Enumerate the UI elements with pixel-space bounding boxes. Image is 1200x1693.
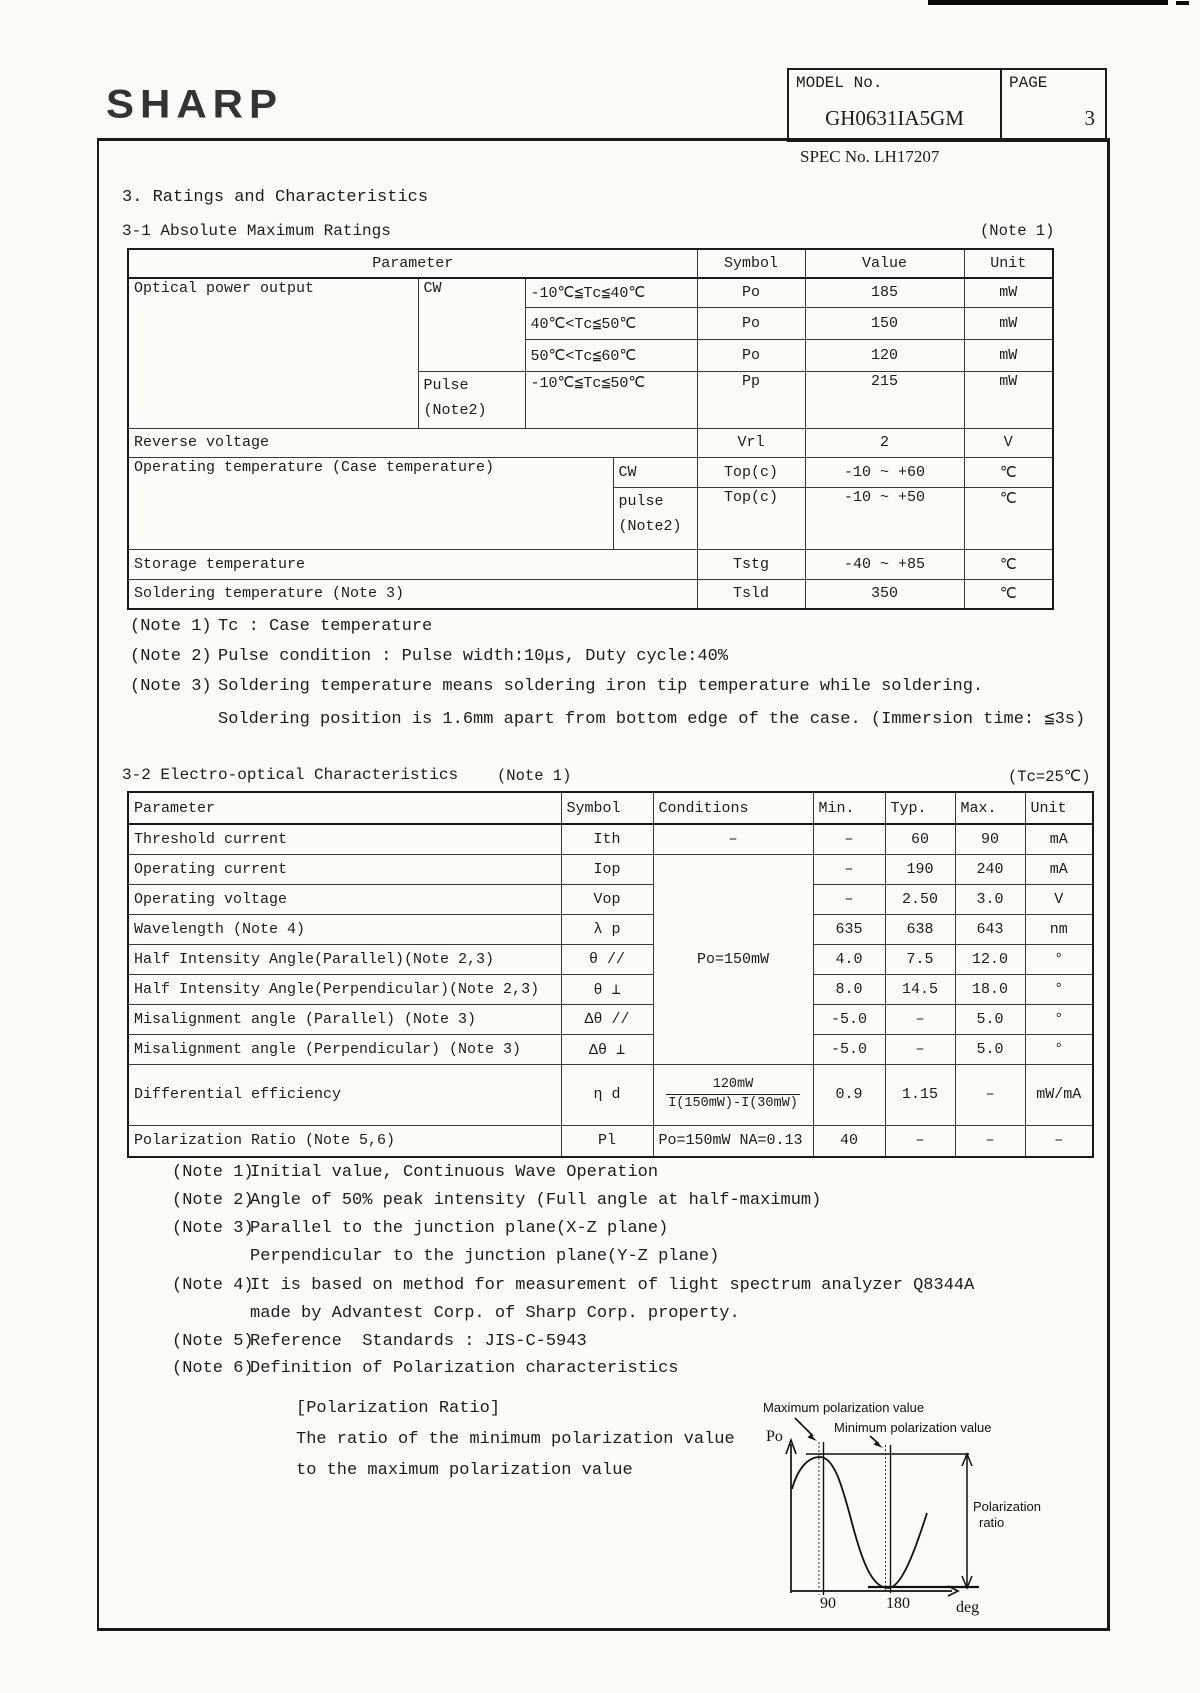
value: 350: [805, 579, 964, 609]
param-operating-temperature: Operating temperature (Case temperature): [128, 457, 613, 549]
eoc-note-3: [172, 1219, 668, 1238]
unit: ℃: [964, 457, 1053, 487]
param: Half Intensity Angle(Parallel)(Note 2,3): [128, 944, 561, 974]
param: Operating voltage: [128, 884, 561, 914]
amr-note-1: [130, 617, 432, 636]
note-text: Soldering temperature means soldering iron tip temperature while soldering.: [218, 677, 984, 696]
absolute-maximum-ratings-table: [127, 248, 1054, 610]
value: -10 ~ +50: [805, 487, 964, 549]
pulse-label: Pulse: [423, 376, 469, 394]
unit: °: [1025, 1034, 1093, 1064]
model-page-box: [787, 68, 1107, 142]
max: 643: [955, 914, 1025, 944]
condition: Po=150mW NA=0.13: [653, 1125, 813, 1157]
eoc-note-6-sub-3: [296, 1461, 633, 1480]
condition: -10℃≦Tc≦50℃: [525, 371, 697, 428]
max: 3.0: [955, 884, 1025, 914]
table-row: [128, 1004, 1093, 1034]
value: -10 ~ +60: [805, 457, 964, 487]
eoc-note-6-sub-2: [296, 1430, 735, 1449]
polarization-curve: [792, 1457, 927, 1588]
value: 150: [805, 307, 964, 339]
symbol: λ p: [561, 914, 653, 944]
symbol: η d: [561, 1064, 653, 1125]
note-text: to the maximum polarization value: [296, 1461, 633, 1480]
condition: 40℃<Tc≦50℃: [525, 307, 697, 339]
table-row: [128, 944, 1093, 974]
header-value: Value: [805, 249, 964, 278]
symbol: Po: [697, 307, 805, 339]
note-label: (Note 1): [130, 617, 212, 636]
symbol: Po: [697, 278, 805, 307]
min: 0.9: [813, 1064, 885, 1125]
pulse-note: (Note2): [423, 402, 487, 419]
header-unit: Unit: [1025, 792, 1093, 824]
mode-cw: CW: [418, 278, 525, 371]
page-number: 3: [1084, 106, 1095, 130]
value: -40 ~ +85: [805, 549, 964, 579]
amr-note-ref: (Note 1): [980, 222, 1055, 240]
note-text: It is based on method for measurement of light spectrum analyzer Q8344A: [250, 1276, 975, 1295]
pulse-label: pulse: [618, 492, 664, 510]
section-title: 3. Ratings and Characteristics: [122, 188, 429, 207]
amr-note-3-cont: [218, 708, 1085, 729]
unit: ℃: [964, 549, 1053, 579]
param-soldering-temperature: Soldering temperature (Note 3): [128, 579, 697, 609]
note-text: Angle of 50% peak intensity (Full angle at half-maximum): [250, 1191, 822, 1210]
table-row: [128, 278, 1053, 307]
symbol: θ ⊥: [561, 974, 653, 1004]
table-row: [128, 914, 1093, 944]
page-label: PAGE: [1009, 74, 1048, 92]
unit: °: [1025, 944, 1093, 974]
min: -5.0: [813, 1034, 885, 1064]
param: Operating current: [128, 854, 561, 884]
max: 90: [955, 824, 1025, 854]
max: 12.0: [955, 944, 1025, 974]
value: 120: [805, 339, 964, 371]
note-text: Pulse condition : Pulse width:10μs, Duty cycle:40%: [218, 647, 729, 666]
symbol: Tsld: [697, 579, 805, 609]
table-header-row: [128, 249, 1053, 278]
unit: °: [1025, 974, 1093, 1004]
unit: mW: [964, 371, 1053, 428]
symbol: Pl: [561, 1125, 653, 1157]
note-label: (Note 5): [172, 1332, 254, 1351]
note-label: (Note 4): [172, 1276, 254, 1295]
note-text: Tc : Case temperature: [218, 617, 433, 636]
amr-title: 3-1 Absolute Maximum Ratings: [122, 222, 391, 240]
po-axis-label: Po: [766, 1428, 783, 1445]
eoc-note-6: [172, 1359, 678, 1378]
sharp-logo: SHARP: [106, 81, 284, 126]
min-polarization-label: Minimum polarization value: [834, 1420, 992, 1435]
pulse-note: (Note2): [618, 518, 682, 535]
max: 5.0: [955, 1004, 1025, 1034]
value: 215: [805, 371, 964, 428]
note-text: Parallel to the junction plane(X-Z plane): [250, 1219, 669, 1238]
fraction-numerator: 120mW: [712, 1077, 754, 1093]
amr-note-2: [130, 647, 728, 666]
note-text: Reference Standards : JIS-C-5943: [250, 1332, 587, 1351]
header-parameter: Parameter: [128, 792, 561, 824]
typ: –: [885, 1125, 955, 1157]
fraction: [666, 1076, 800, 1112]
value: 2: [805, 428, 964, 457]
unit: –: [1025, 1125, 1093, 1157]
note-label: (Note 2): [172, 1191, 254, 1210]
eoc-note-6-sub-1: [296, 1399, 500, 1418]
param: Half Intensity Angle(Perpendicular)(Note 2,3): [128, 974, 561, 1004]
condition: 50℃<Tc≦60℃: [525, 339, 697, 371]
min: -5.0: [813, 1004, 885, 1034]
header-conditions: Conditions: [653, 792, 813, 824]
unit: mW/mA: [1025, 1064, 1093, 1125]
symbol: Vrl: [697, 428, 805, 457]
note-text: The ratio of the minimum polarization value: [296, 1430, 735, 1449]
unit: mA: [1025, 854, 1093, 884]
eoc-note-3-cont: [250, 1247, 719, 1266]
mode-pulse: [418, 371, 525, 428]
note-text: [Polarization Ratio]: [296, 1399, 501, 1418]
note-text: Soldering position is 1.6mm apart from bottom edge of the case. (Immersion time: ≦3s): [218, 710, 1086, 729]
scan-artifact-mark: [1176, 1, 1189, 5]
typ: 190: [885, 854, 955, 884]
symbol: θ //: [561, 944, 653, 974]
typ: 7.5: [885, 944, 955, 974]
note-label: (Note 3): [172, 1219, 254, 1238]
note-label: (Note 2): [130, 647, 212, 666]
eoc-note-4-cont: [250, 1304, 740, 1323]
typ: 60: [885, 824, 955, 854]
eoc-tc-ref: (Tc=25℃): [1008, 768, 1091, 786]
symbol: Top(c): [697, 457, 805, 487]
deg-label: deg: [956, 1599, 980, 1616]
symbol: Ith: [561, 824, 653, 854]
model-number: GH0631IA5GM: [825, 106, 964, 130]
polarization-ratio-label-line1: Polarization: [973, 1499, 1041, 1514]
min: 40: [813, 1125, 885, 1157]
typ: 638: [885, 914, 955, 944]
tick-180: 180: [886, 1595, 910, 1612]
table-row: [128, 1034, 1093, 1064]
param: Threshold current: [128, 824, 561, 854]
unit: mW: [964, 339, 1053, 371]
max: –: [955, 1064, 1025, 1125]
min: 4.0: [813, 944, 885, 974]
eoc-title: 3-2 Electro-optical Characteristics: [122, 766, 459, 784]
symbol: Top(c): [697, 487, 805, 549]
eoc-note-2: [172, 1191, 821, 1210]
table-row: [128, 428, 1053, 457]
eoc-note-4: [172, 1276, 974, 1295]
symbol: Tstg: [697, 549, 805, 579]
header-typ: Typ.: [885, 792, 955, 824]
table-row: [128, 549, 1053, 579]
header-symbol: Symbol: [697, 249, 805, 278]
unit: mA: [1025, 824, 1093, 854]
unit: °: [1025, 1004, 1093, 1034]
typ: 14.5: [885, 974, 955, 1004]
fraction-denominator: I(150mW)-I(30mW): [668, 1096, 798, 1111]
value: 185: [805, 278, 964, 307]
scan-artifact-bar: [928, 0, 1168, 5]
min: –: [813, 854, 885, 884]
condition: –: [653, 824, 813, 854]
note-text: Perpendicular to the junction plane(Y-Z plane): [250, 1247, 720, 1266]
unit: ℃: [964, 487, 1053, 549]
symbol: Vop: [561, 884, 653, 914]
typ: –: [885, 1004, 955, 1034]
max-annotation-arrow: [795, 1418, 813, 1436]
header-min: Min.: [813, 792, 885, 824]
amr-note-3: [130, 677, 983, 696]
model-label: MODEL No.: [796, 74, 883, 92]
symbol: Po: [697, 339, 805, 371]
symbol: Δθ ⊥: [561, 1034, 653, 1064]
electro-optical-characteristics-table: [127, 791, 1094, 1158]
mode-cw: CW: [613, 457, 697, 487]
max-polarization-label: Maximum polarization value: [763, 1400, 925, 1415]
condition-merged: Po=150mW: [653, 854, 813, 1064]
header-unit: Unit: [964, 249, 1053, 278]
model-cell: [789, 70, 1002, 140]
max: 240: [955, 854, 1025, 884]
unit: V: [964, 428, 1053, 457]
param-storage-temperature: Storage temperature: [128, 549, 697, 579]
condition: -10℃≦Tc≦40℃: [525, 278, 697, 307]
note-text: made by Advantest Corp. of Sharp Corp. property.: [250, 1304, 740, 1323]
table-row: [128, 579, 1053, 609]
note-label: (Note 1): [172, 1163, 254, 1182]
typ: 1.15: [885, 1064, 955, 1125]
mode-pulse: [613, 487, 697, 549]
max: 5.0: [955, 1034, 1025, 1064]
note-label: (Note 3): [130, 677, 212, 696]
header-symbol: Symbol: [561, 792, 653, 824]
polarization-ratio-label-line2: ratio: [979, 1515, 1005, 1530]
header-max: Max.: [955, 792, 1025, 824]
condition-fraction: [653, 1064, 813, 1125]
symbol: Pp: [697, 371, 805, 428]
table-row: [128, 884, 1093, 914]
eoc-note-ref: (Note 1): [497, 767, 572, 785]
symbol: Iop: [561, 854, 653, 884]
eoc-note-5: [172, 1332, 587, 1351]
spec-number: SPEC No. LH17207: [800, 147, 940, 166]
min: 8.0: [813, 974, 885, 1004]
header-parameter: Parameter: [128, 249, 697, 278]
table-row: [128, 824, 1093, 854]
param-optical-power: Optical power output: [128, 278, 418, 428]
param-reverse-voltage: Reverse voltage: [128, 428, 697, 457]
param: Polarization Ratio (Note 5,6): [128, 1125, 561, 1157]
unit: nm: [1025, 914, 1093, 944]
param: Misalignment angle (Perpendicular) (Note 3): [128, 1034, 561, 1064]
param: Wavelength (Note 4): [128, 914, 561, 944]
page-cell: [1002, 70, 1105, 140]
unit: mW: [964, 278, 1053, 307]
typ: –: [885, 1034, 955, 1064]
max: 18.0: [955, 974, 1025, 1004]
tick-90: 90: [820, 1595, 836, 1612]
min: 635: [813, 914, 885, 944]
min: –: [813, 824, 885, 854]
typ: 2.50: [885, 884, 955, 914]
note-label: (Note 6): [172, 1359, 254, 1378]
table-row: [128, 854, 1093, 884]
unit: mW: [964, 307, 1053, 339]
table-row: [128, 457, 1053, 487]
table-row: [128, 1125, 1093, 1157]
note-text: Definition of Polarization characteristics: [250, 1359, 679, 1378]
note-text: Initial value, Continuous Wave Operation: [250, 1163, 659, 1182]
symbol: Δθ //: [561, 1004, 653, 1034]
eoc-note-1: [172, 1163, 658, 1182]
param: Differential efficiency: [128, 1064, 561, 1125]
unit: ℃: [964, 579, 1053, 609]
max: –: [955, 1125, 1025, 1157]
min: –: [813, 884, 885, 914]
table-row: [128, 974, 1093, 1004]
table-row: [128, 1064, 1093, 1125]
param: Misalignment angle (Parallel) (Note 3): [128, 1004, 561, 1034]
table-header-row: [128, 792, 1093, 824]
unit: V: [1025, 884, 1093, 914]
